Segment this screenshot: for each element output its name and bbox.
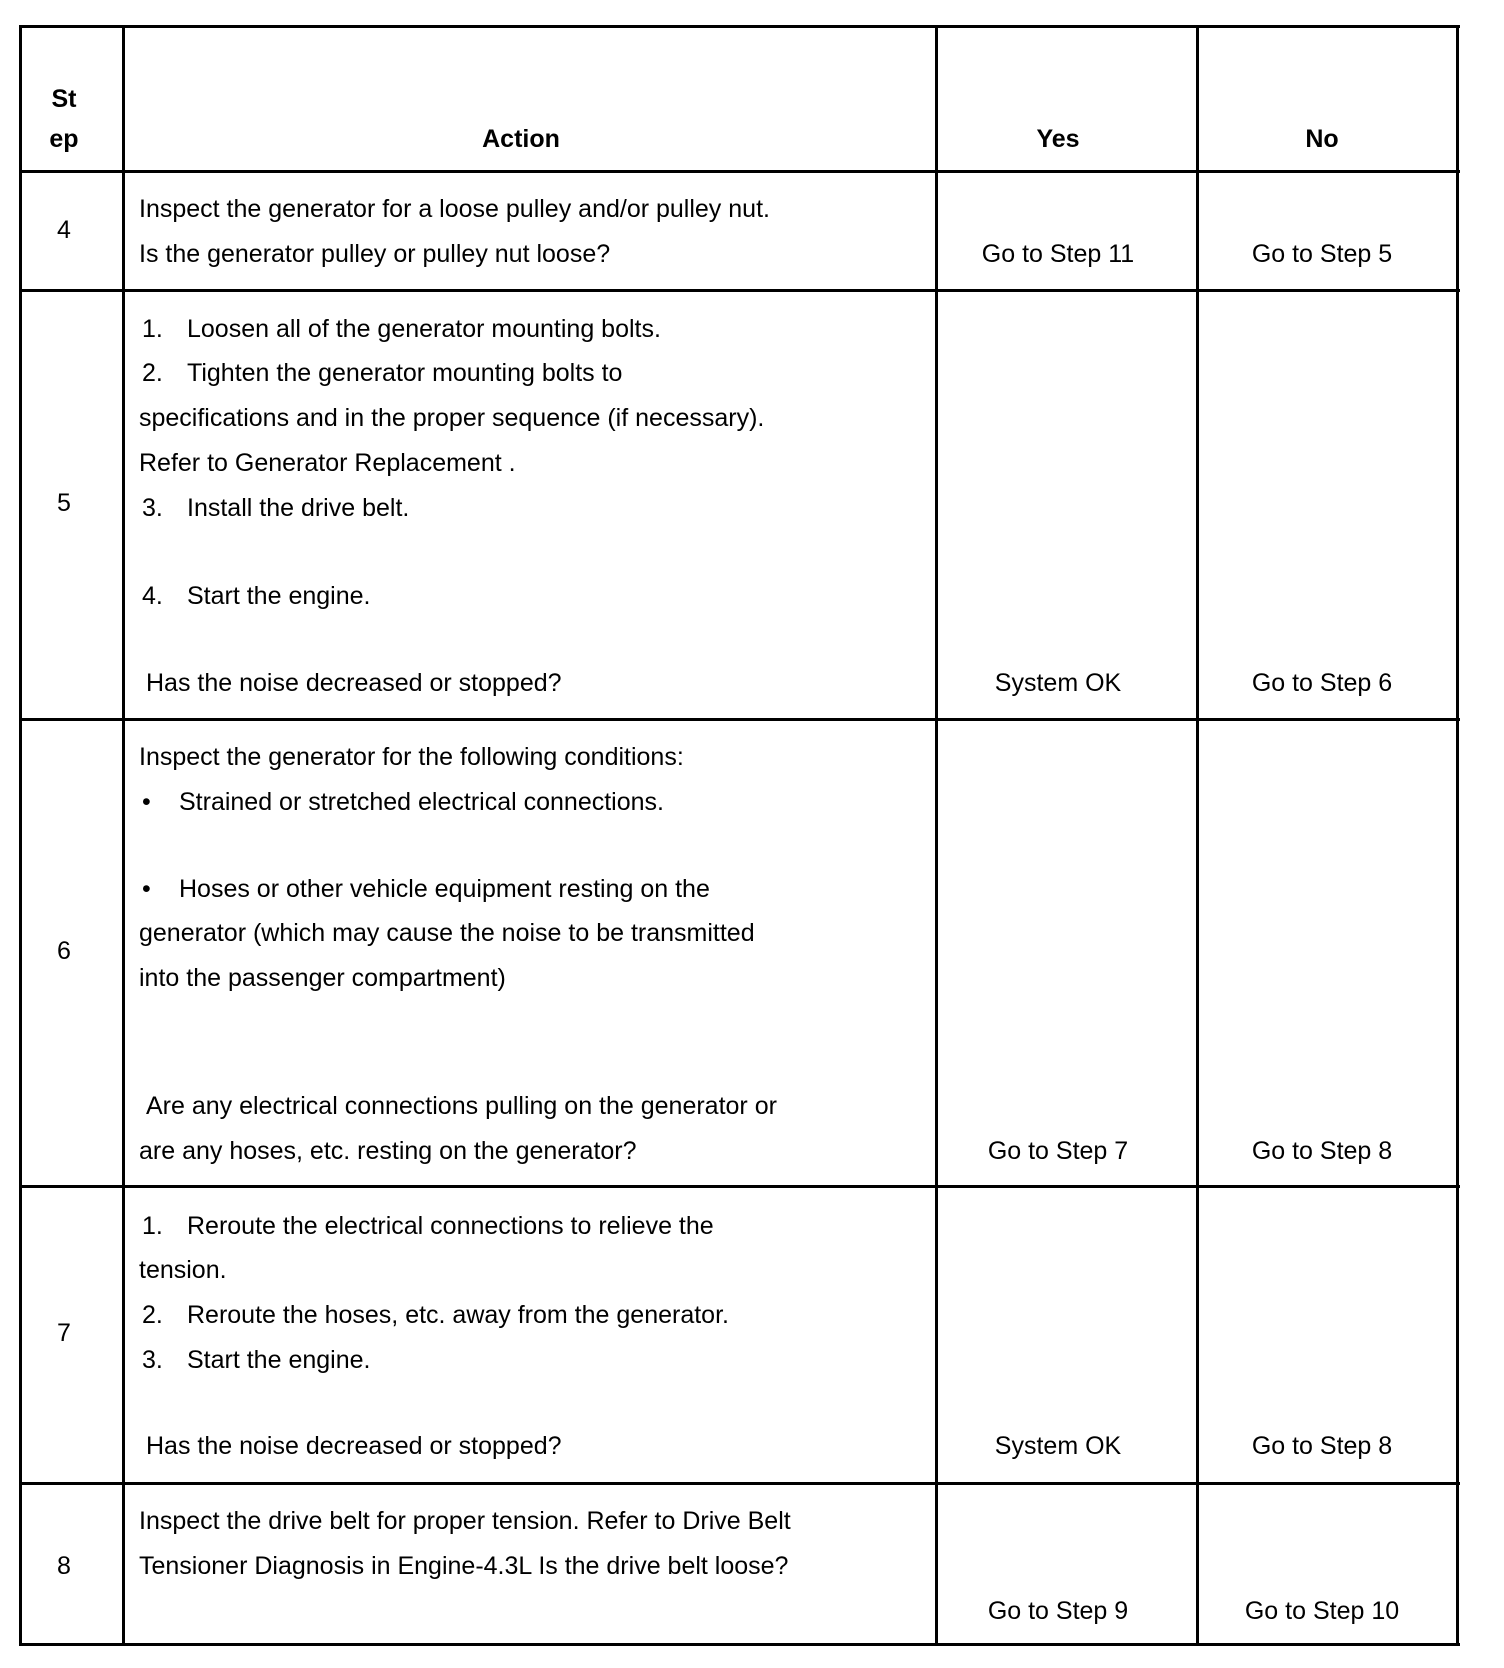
action-text: Reroute the hoses, etc. away from the generator. bbox=[187, 1301, 729, 1329]
table-border bbox=[19, 25, 1460, 28]
yes-result: Go to Step 11 bbox=[981, 240, 1135, 268]
no-result: Go to Step 5 bbox=[1251, 240, 1393, 268]
row-divider bbox=[19, 718, 1460, 721]
action-text: Refer to Generator Replacement . bbox=[139, 449, 516, 477]
action-text: Inspect the drive belt for proper tension. Refer to Drive Belt bbox=[139, 1507, 791, 1535]
yes-result: Go to Step 9 bbox=[987, 1597, 1129, 1625]
column-divider bbox=[1196, 26, 1199, 1646]
list-number: 4. bbox=[142, 582, 163, 610]
no-result: Go to Step 8 bbox=[1251, 1137, 1393, 1165]
bullet-icon: • bbox=[142, 875, 151, 903]
header-step: ep bbox=[49, 125, 79, 153]
list-number: 3. bbox=[142, 1346, 163, 1374]
action-text: Loosen all of the generator mounting bolts. bbox=[187, 315, 661, 343]
action-text: tension. bbox=[139, 1256, 227, 1284]
step-number: 7 bbox=[57, 1319, 71, 1347]
yes-result: Go to Step 7 bbox=[987, 1137, 1129, 1165]
action-text: Reroute the electrical connections to relieve the bbox=[187, 1212, 714, 1240]
step-number: 5 bbox=[57, 489, 71, 517]
yes-result: System OK bbox=[994, 669, 1122, 697]
table-border bbox=[19, 1643, 1460, 1646]
action-text: Tighten the generator mounting bolts to bbox=[187, 359, 623, 387]
action-text: generator (which may cause the noise to be transmitted bbox=[139, 919, 755, 947]
yes-result: System OK bbox=[994, 1432, 1122, 1460]
column-divider bbox=[122, 26, 125, 1646]
table-border bbox=[19, 26, 22, 1646]
list-number: 1. bbox=[142, 1212, 163, 1240]
header-no: No bbox=[1305, 125, 1339, 153]
action-text: Inspect the generator for the following conditions: bbox=[139, 743, 684, 771]
bullet-icon: • bbox=[142, 788, 151, 816]
action-text: Strained or stretched electrical connections. bbox=[179, 788, 664, 816]
row-divider bbox=[19, 1482, 1460, 1485]
no-result: Go to Step 10 bbox=[1244, 1597, 1400, 1625]
action-text: Are any electrical connections pulling on the generator or bbox=[146, 1092, 777, 1120]
action-text: Hoses or other vehicle equipment resting on the bbox=[179, 875, 710, 903]
no-result: Go to Step 8 bbox=[1251, 1432, 1393, 1460]
row-divider bbox=[19, 1185, 1460, 1188]
header-yes: Yes bbox=[1036, 125, 1080, 153]
list-number: 2. bbox=[142, 1301, 163, 1329]
row-divider bbox=[19, 170, 1460, 173]
column-divider bbox=[935, 26, 938, 1646]
action-text: Has the noise decreased or stopped? bbox=[146, 669, 562, 697]
header-action: Action bbox=[482, 125, 560, 153]
action-text: Inspect the generator for a loose pulley and/or pulley nut. bbox=[139, 195, 770, 223]
step-number: 6 bbox=[57, 937, 71, 965]
action-text: Install the drive belt. bbox=[187, 494, 410, 522]
action-text: specifications and in the proper sequence (if necessary). bbox=[139, 404, 765, 432]
list-number: 1. bbox=[142, 315, 163, 343]
action-text: Start the engine. bbox=[187, 582, 371, 610]
list-number: 2. bbox=[142, 359, 163, 387]
action-text: Has the noise decreased or stopped? bbox=[146, 1432, 562, 1460]
step-number: 4 bbox=[57, 216, 71, 244]
no-result: Go to Step 6 bbox=[1251, 669, 1393, 697]
table-border bbox=[1456, 26, 1459, 1646]
header-step: St bbox=[51, 85, 77, 113]
row-divider bbox=[19, 289, 1460, 292]
step-number: 8 bbox=[57, 1552, 71, 1580]
action-text: Tensioner Diagnosis in Engine-4.3L Is the drive belt loose? bbox=[139, 1552, 789, 1580]
list-number: 3. bbox=[142, 494, 163, 522]
action-text: Is the generator pulley or pulley nut loose? bbox=[139, 240, 611, 268]
action-text: Start the engine. bbox=[187, 1346, 371, 1374]
action-text: are any hoses, etc. resting on the generator? bbox=[139, 1137, 637, 1165]
action-text: into the passenger compartment) bbox=[139, 964, 506, 992]
